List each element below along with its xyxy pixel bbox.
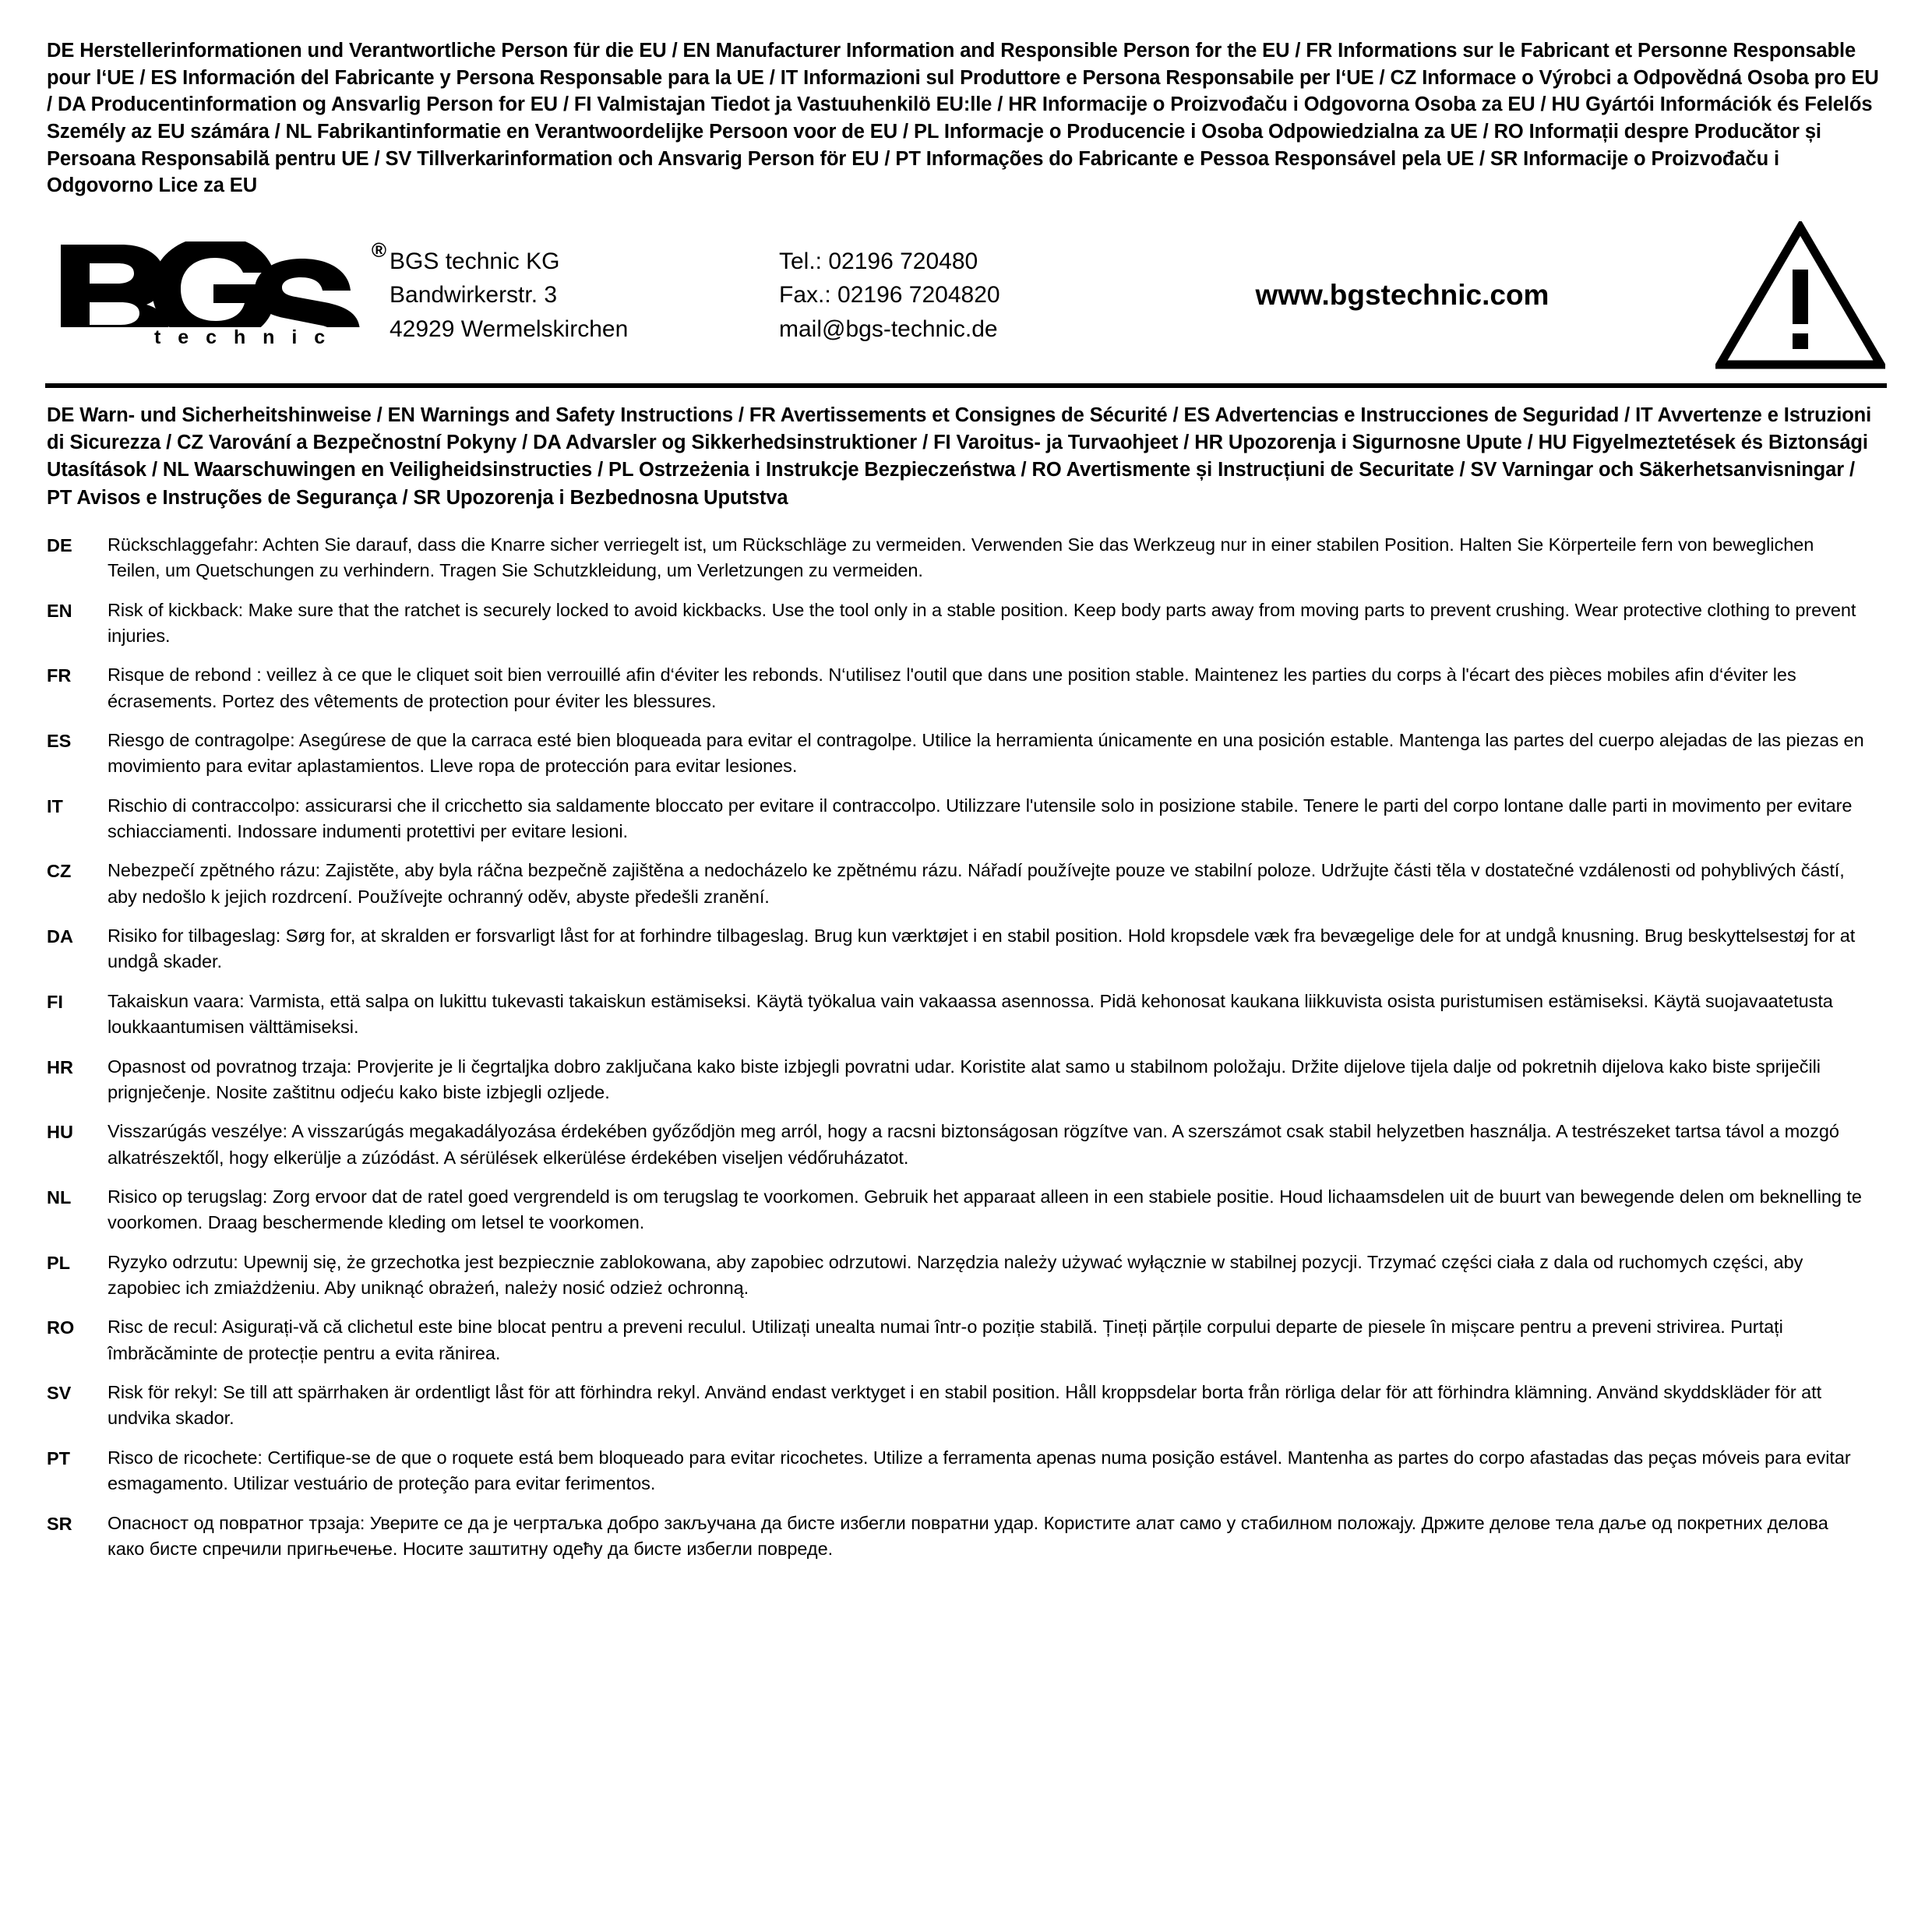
company-website: www.bgstechnic.com	[1255, 279, 1549, 312]
language-text: Risico op terugslag: Zorg ervoor dat de ratel goed vergrendeld is om terugslag te voorkomen. Gebruik het apparaat alleen in een stabiele positie. Houd lichaamsdelen uit de buurt van bewegende delen om beknelling te voorkomen. Draag beschermende kleding om letsel te voorkomen.	[108, 1186, 1862, 1233]
list-item	[47, 923, 1887, 975]
company-tel: Tel.: 02196 720480	[779, 248, 978, 274]
language-text: Takaiskun vaara: Varmista, että salpa on lukittu tukevasti takaiskun estämiseksi. Käytä työkalua vain vakaassa asennossa. Pidä kehonosat kaukana liikkuvista osista puristumisen estämiseksi. Käytä suojavaatetusta loukkaantumisen välttämiseksi.	[108, 990, 1833, 1038]
language-code: PL	[47, 1252, 71, 1273]
list-item	[47, 728, 1887, 780]
language-code: RO	[47, 1317, 75, 1338]
language-text: Risc de recul: Asigurați-vă că clichetul este bine blocat pentru a preveni reculul. Utilizați unealta numai într-o poziție stabilă. Țineți părțile corpului departe de piesele în mișcare pentru a preveni strivirea. Purtați îmbrăcăminte de protecție pentru a evita rănirea.	[108, 1317, 1783, 1363]
list-item	[47, 1250, 1887, 1302]
language-code: SV	[47, 1383, 72, 1404]
company-email: mail@bgs-technic.de	[779, 316, 998, 342]
list-item	[47, 1119, 1887, 1171]
language-text: Risco de ricochete: Certifique-se de que o roquete está bem bloqueado para evitar ricochetes. Utilize a ferramenta apenas numa posição estável. Mantenha as partes do corpo afastadas das peças móveis para evitar esmagamento. Utilizar vestuário de proteção para evitar ferimentos.	[108, 1447, 1851, 1494]
language-text: Ryzyko odrzutu: Upewnij się, że grzechotka jest bezpiecznie zablokowana, aby zapobiec odrzutowi. Narzędzia należy używać wyłącznie w stabilnej pozycji. Trzymać części ciała z dala od ruchomych części, aby zapobiec ich zmiażdżeniu. Aby uniknąć obrażeń, należy nosić odzież ochronną.	[108, 1251, 1803, 1299]
language-code: ES	[47, 730, 72, 751]
company-address	[390, 245, 779, 347]
list-item	[47, 1314, 1887, 1366]
language-text: Опасност од повратног трзаја: Уверите се да је чегртаљка добро закључана да бисте избегли повратни удар. Користите алат само у стабилном положају. Држите делове тела даље од покретних делова како бисте спречили пригњечење. Носите заштитну одећу да бисте избегли повреде.	[108, 1512, 1828, 1559]
list-item	[47, 858, 1887, 910]
language-code: SR	[47, 1513, 72, 1534]
list-item	[47, 1445, 1887, 1497]
language-code: IT	[47, 795, 63, 816]
language-text: Rischio di contraccolpo: assicurarsi che il cricchetto sia saldamente bloccato per evitare il contraccolpo. Utilizzare l'utensile solo in posizione stabile. Tenere le parti del corpo lontane dalle parti in movimento per evitare schiacciamenti. Indossare indumenti protettivi per evitare lesioni.	[108, 795, 1853, 842]
language-text: Opasnost od povratnog trzaja: Provjerite je li čegrtaljka dobro zaključana kako biste izbjegli povratni udar. Koristite alat samo u stabilnom položaju. Držite dijelove tijela dalje od pokretnih dijelova kako biste spriječili prignječenje. Nosite zaštitnu odjeću kako biste izbjegli ozljede.	[108, 1056, 1821, 1102]
language-warning-list	[47, 532, 1887, 1563]
language-code: DE	[47, 534, 72, 555]
bgs-logo	[47, 238, 390, 349]
company-fax: Fax.: 02196 7204820	[779, 282, 1000, 308]
language-code: HU	[47, 1122, 73, 1143]
language-code: FR	[47, 665, 72, 686]
warnings-heading: DE Warn- und Sicherheitshinweise / EN Warnings and Safety Instructions / FR Avertissements et Consignes de Sécurité / ES Advertencias e Instrucciones de Seguridad / IT Avvertenze e Istruzioni di Sicurezza / CZ Varování a Bezpečnostní Pokyny / DA Advarsler og Sikkerhedsinstruktioner / FI Varoitus- ja Turvaohjeet / HR Upozorenja i Sigurnosne Upute / HU Figyelmeztetések és Biztonsági Utasítások / NL Waarschuwingen en Veiligheidsinstructies / PL Ostrzeżenia i Instrukcje Bezpieczeństwa / RO Avertismente și Instrucțiuni de Securitate / SV Varningar och Säkerhetsanvisningar / PT Avisos e Instruções de Segurança / SR Upozorenja i Bezbednosna Uputstva	[47, 404, 1872, 509]
company-street: Bandwirkerstr. 3	[390, 282, 558, 308]
language-text: Riesgo de contragolpe: Asegúrese de que la carraca esté bien bloqueada para evitar el contragolpe. Utilice la herramienta únicamente en una posición estable. Mantenga las partes del cuerpo alejadas de las piezas en movimiento para evitar aplastamientos. Lleve ropa de protección para evitar lesiones.	[108, 729, 1864, 777]
list-item	[47, 532, 1887, 584]
language-code: FI	[47, 991, 63, 1012]
logo-subtitle: t e c h n i c	[154, 326, 331, 349]
list-item	[47, 1511, 1887, 1563]
list-item	[47, 662, 1887, 714]
company-city: 42929 Wermelskirchen	[390, 316, 629, 342]
list-item	[47, 989, 1887, 1041]
company-header-band	[45, 217, 1887, 388]
registered-trademark-icon: ®	[371, 238, 386, 263]
language-code: CZ	[47, 861, 72, 882]
language-text: Risiko for tilbageslag: Sørg for, at skralden er forsvarligt låst for at forhindre tilbageslag. Brug kun værktøjet i en stabil position. Hold kropsdele væk fra bevægelige dele for at undgå knusning. Brug beskyttelsestøj for at undgå skader.	[108, 925, 1856, 972]
language-code: PT	[47, 1447, 71, 1468]
company-contact	[779, 245, 1114, 347]
language-text: Risk of kickback: Make sure that the ratchet is securely locked to avoid kickbacks. Use the tool only in a stable position. Keep body parts away from moving parts to prevent crushing. Wear protective clothing to prevent injuries.	[108, 599, 1856, 646]
warning-triangle-icon	[1714, 221, 1885, 369]
language-text: Risque de rebond : veillez à ce que le cliquet soit bien verrouillé afin d‘éviter les rebonds. N‘utilisez l'outil que dans une position stable. Maintenez les parties du corps à l'écart des pièces mobiles afin d‘éviter les écrasements. Portez des vêtements de protection pour éviter les blessures.	[108, 665, 1796, 711]
language-code: HR	[47, 1056, 73, 1077]
language-text: Visszarúgás veszélye: A visszarúgás megakadályozása érdekében győződjön meg arról, hogy a racsni biztonságosan rögzítve van. A szerszámot csak stabil helyzetben használja. A testrészeket tartsa távol a mozgó alkatrészektől, hogy elkerülje a zúzódást. A sérülések elkerülése érdekében viseljen védőruházatot.	[108, 1121, 1839, 1168]
list-item	[47, 1054, 1887, 1106]
list-item	[47, 793, 1887, 845]
language-text: Rückschlaggefahr: Achten Sie darauf, dass die Knarre sicher verriegelt ist, um Rückschläge zu vermeiden. Verwenden Sie das Werkzeug nur in einer stabilen Position. Halten Sie Körperteile fern von beweglichen Teilen, um Quetschungen zu verhindern. Tragen Sie Schutzkleidung, um Verletzungen zu vermeiden.	[108, 534, 1814, 581]
list-item	[47, 1380, 1887, 1432]
list-item	[47, 598, 1887, 650]
language-text: Risk för rekyl: Se till att spärrhaken är ordentligt låst för att förhindra rekyl. Använd endast verktyget i en stabil position. Håll kroppsdelar borta från rörliga delar för att förhindra klämning. Använd skyddskläder för att undvika skador.	[108, 1382, 1822, 1429]
list-item	[47, 1184, 1887, 1236]
language-code: DA	[47, 926, 73, 947]
company-name: BGS technic KG	[390, 248, 560, 274]
page-title: DE Herstellerinformationen und Verantwortliche Person für die EU / EN Manufacturer Information and Responsible Person for the EU / FR Informations sur le Fabricant et Personne Responsable pour l‘UE / ES Información del Fabricante y Persona Responsable para la UE / IT Informazioni sul Produttore e Persona Responsabile per l‘UE / CZ Informace o Výrobci a Odpovědná Osoba pro EU / DA Producentinformation og Ansvarlig Person for EU / FI Valmistajan Tiedot ja Vastuuhenkilö EU:lle / HR Informacije o Proizvođaču i Odgovorna Osoba za EU / HU Gyártói Információk és Felelős Személy az EU számára / NL Fabrikantinformatie en Verantwoordelijke Persoon voor de EU / PL Informacje o Producencie i Osoba Odpowiedzialna za UE / RO Informații despre Producător și Persoana Responsabilă pentru UE / SV Tillverkarinformation och Ansvarig Person för EU / PT Informações do Fabricante e Pessoa Responsável pela UE / SR Informacije o Proizvođaču i Odgovorno Lice za EU	[47, 40, 1879, 197]
language-code: NL	[47, 1186, 72, 1208]
language-code: EN	[47, 600, 72, 621]
language-text: Nebezpečí zpětného rázu: Zajistěte, aby byla ráčna bezpečně zajištěna a nedocházelo ke zpětnému rázu. Nářadí používejte pouze ve stabilní poloze. Udržujte části těla v dostatečné vzdálenosti od pohyblivých částí, aby nedošlo k jejich rozdrcení. Používejte ochranný oděv, abyste předešli zranění.	[108, 860, 1845, 907]
bgs-wordmark-icon	[55, 238, 386, 327]
